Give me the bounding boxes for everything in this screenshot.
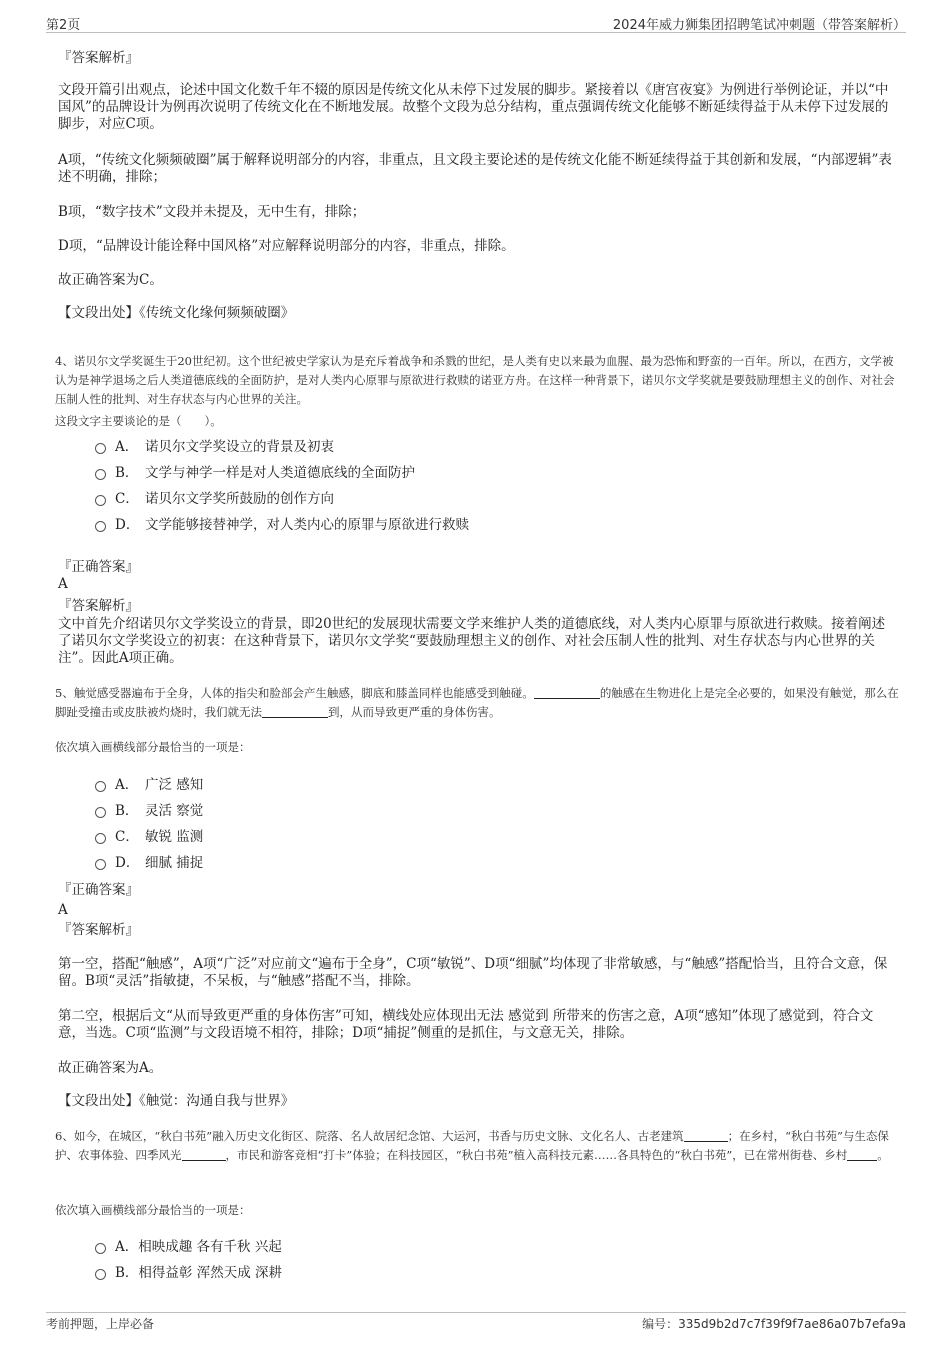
radio-icon[interactable] xyxy=(95,833,106,844)
q5-answer: A xyxy=(58,902,68,918)
q5-option-d[interactable]: D． 细腻 捕捉 xyxy=(95,854,203,872)
q4-ask: 这段文字主要谈论的是（ ）。 xyxy=(55,414,222,428)
q5-analysis-label: 『答案解析』 xyxy=(58,922,139,938)
q3-analysis-p1: 文段开篇引出观点，论述中国文化数千年不辍的原因是传统文化从未停下过发展的脚步。紧接着以《唐宫夜宴》为例进行举例论证，并以“中国风”的品牌设计为例再次说明了传统文化在不断地发展。故整个文段为总分结构，重点强调传统文化能够不断延续得益于从未停下过发展的脚步，对应C项。 xyxy=(58,82,889,132)
fill-blank xyxy=(262,705,328,718)
fill-blank xyxy=(182,1148,226,1161)
q3-source: 【文段出处】《传统文化缘何频频破圈》 xyxy=(58,305,295,321)
radio-icon[interactable] xyxy=(95,807,106,818)
q4-option-c[interactable]: C． 诺贝尔文学奖所鼓励的创作方向 xyxy=(95,490,334,508)
q6-option-b[interactable]: B．相得益彰 浑然天成 深耕 xyxy=(95,1264,282,1282)
radio-icon[interactable] xyxy=(95,469,106,480)
q3-analysis-p4: D项，“品牌设计能诠释中国风格”对应解释说明部分的内容，非重点，排除。 xyxy=(58,238,515,254)
q5-option-a[interactable]: A． 广泛 感知 xyxy=(95,776,203,794)
q3-analysis-p2: A项，“传统文化频频破圈”属于解释说明部分的内容，非重点，且文段主要论述的是传统文化能不断延续得益于其创新和发展，“内部逻辑”表述不明确，排除； xyxy=(58,152,892,185)
q3-analysis-p3: B项，“数字技术”文段并未提及，无中生有，排除； xyxy=(58,204,366,220)
q5-stem: 5、触觉感受器遍布于全身，人体的指尖和脸部会产生触感，脚底和膝盖同样也能感受到触碰。 的触感在生物进化上是完全必要的，如果没有触觉，那么在脚趾受撞击或皮肤被灼烧时，我们就无法 到，从而导致更严重的身体伤害。 xyxy=(55,686,899,719)
q5-analysis-conclusion: 故正确答案为A。 xyxy=(58,1060,163,1076)
q4-option-b[interactable]: B． 文学与神学一样是对人类道德底线的全面防护 xyxy=(95,464,415,482)
q5-option-b[interactable]: B． 灵活 察觉 xyxy=(95,802,203,820)
q4-stem: 4、诺贝尔文学奖诞生于20世纪初。这个世纪被史学家认为是充斥着战争和杀戮的世纪，是人类有史以来最为血腥、最为恐怖和野蛮的一百年。所以，在西方，文学被认为是神学退场之后人类道德底线的全面防护，是对人类内心原罪与原欲进行救赎的诺亚方舟。在这样一种背景下，诺贝尔文学奖就是要鼓励理想主义的创作、对社会压制人性的批判、对生存状态与内心世界的关注。 xyxy=(55,354,895,406)
q4-answer-label: 『正确答案』 xyxy=(58,559,139,575)
q4-option-d[interactable]: D． 文学能够接替神学，对人类内心的原罪与原欲进行救赎 xyxy=(95,516,469,534)
radio-icon[interactable] xyxy=(95,495,106,506)
q4-analysis: 文中首先介绍诺贝尔文学奖设立的背景，即20世纪的发展现状需要文学来维护人类的道德底线，对人类内心原罪与原欲进行救赎。接着阐述了诺贝尔文学奖设立的初衷：在这种背景下，诺贝尔文学奖“要鼓励理想主义的创作、对社会压制人性的批判、对生存状态与内心世界的关注”。因此A项正确。 xyxy=(58,616,886,666)
q3-analysis-conclusion: 故正确答案为C。 xyxy=(58,272,163,288)
q3-analysis-label: 『答案解析』 xyxy=(58,50,139,66)
q5-analysis-p1: 第一空，搭配“触感”，A项“广泛”对应前文“遍布于全身”，C项“敏锐”、D项“细腻”均体现了非常敏感，与“触感”搭配恰当，且符合文意，保留。B项“灵活”指敏捷，不呆板，与“触感”搭配不当，排除。 xyxy=(58,956,888,989)
radio-icon[interactable] xyxy=(95,1243,106,1254)
radio-icon[interactable] xyxy=(95,859,106,870)
q4-option-a[interactable]: A． 诺贝尔文学奖设立的背景及初衷 xyxy=(95,438,334,456)
q6-option-a[interactable]: A．相映成趣 各有千秋 兴起 xyxy=(95,1238,282,1256)
q4-answer: A xyxy=(58,576,68,592)
q5-analysis-p2: 第二空，根据后文“从而导致更严重的身体伤害”可知，横线处应体现出无法 感觉到 所带来的伤害之意，A项“感知”体现了感觉到，符合文意，当选。C项“监测”与文段语境不相符，排除；D项“捕捉”侧重的是抓住，与文意无关，排除。 xyxy=(58,1008,874,1041)
q4-analysis-label: 『答案解析』 xyxy=(58,598,139,614)
radio-icon[interactable] xyxy=(95,521,106,532)
q6-stem: 6、如今，在城区，“秋白书苑”融入历史文化街区、院落、名人故居纪念馆、大运河，书香与历史文脉、文化名人、古老建筑 ；在乡村，“秋白书苑”与生态保护、农事体验、四季风光 ，市民和游客竞相“打卡”体验；在科技园区，“秋白书苑”植入高科技元素……各具特色的“秋白书苑”，已在常州街巷、乡村 。 xyxy=(55,1129,889,1162)
fill-blank xyxy=(534,686,600,699)
fill-blank xyxy=(847,1148,877,1161)
fill-blank xyxy=(684,1129,728,1142)
footer-divider xyxy=(46,1312,906,1313)
footer-slogan: 考前押题，上岸必备 xyxy=(46,1317,155,1331)
q6-ask: 依次填入画横线部分最恰当的一项是： xyxy=(55,1203,251,1217)
q5-answer-label: 『正确答案』 xyxy=(58,882,139,898)
q5-source: 【文段出处】《触觉：沟通自我与世界》 xyxy=(58,1093,295,1109)
radio-icon[interactable] xyxy=(95,781,106,792)
radio-icon[interactable] xyxy=(95,1269,106,1280)
q5-ask: 依次填入画横线部分最恰当的一项是： xyxy=(55,740,251,754)
radio-icon[interactable] xyxy=(95,443,106,454)
page-number: 第2页 xyxy=(46,18,81,33)
header-divider xyxy=(46,32,906,33)
document-code: 编号：335d9b2d7c7f39f9f7ae86a07b7efa9a xyxy=(642,1317,906,1331)
document-title: 2024年威力狮集团招聘笔试冲刺题（带答案解析） xyxy=(612,18,906,33)
q5-option-c[interactable]: C． 敏锐 监测 xyxy=(95,828,203,846)
